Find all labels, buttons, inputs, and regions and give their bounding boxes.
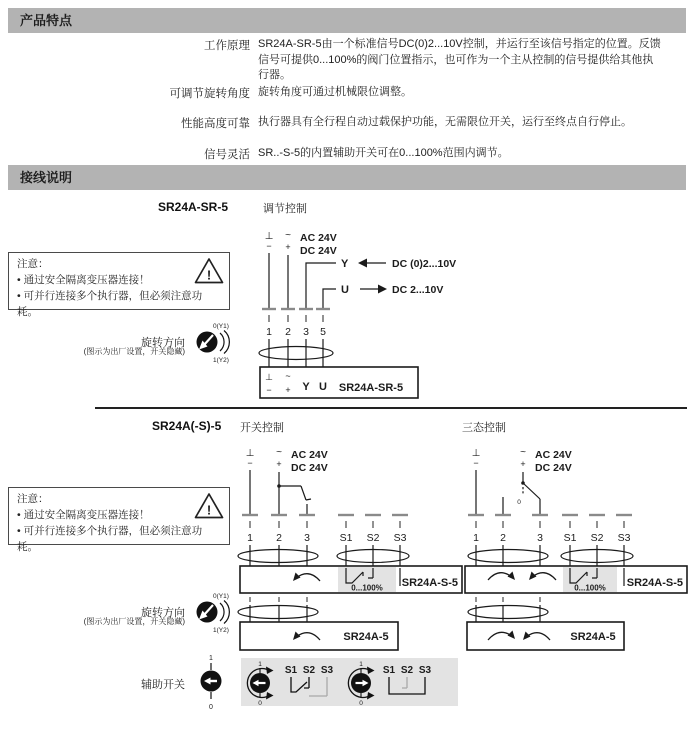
- aux-terminal-label-muted: S3: [320, 665, 334, 676]
- mode-label-onoff: 开关控制: [240, 422, 284, 434]
- feature-text: 执行器具有全行程自动过载保护功能，无需限位开关，运行至终点自行停止。: [258, 116, 632, 128]
- note-title: 注意：: [17, 493, 49, 505]
- wire-node: [277, 484, 281, 488]
- terminal-dashes: [269, 315, 323, 322]
- feature-text: SR24A-SR-5由一个标准信号DC(0)2...10V控制，并运行至该信号指定的位置。反馈信号可提供0...100%的阀门位置指示，也可作为一个主从控制的信号提供给其他执行器。: [258, 38, 661, 81]
- aux-contact-glyph-muted: [309, 677, 327, 696]
- box-model-label: SR24A-SR-5: [338, 382, 404, 394]
- box-model-label: SR24A-5: [570, 631, 616, 643]
- terminal-number: 3: [304, 532, 310, 544]
- model-title-modulating: SR24A-SR-5: [158, 200, 229, 214]
- warning-triangle-icon: [194, 257, 224, 285]
- aux-contact-glyph-muted: [402, 677, 407, 688]
- box-plus-symbol: +: [285, 385, 291, 395]
- rotation-direction-sub: (图示为出厂设置，开关隐藏): [83, 617, 185, 626]
- aux-pos-top: 1: [209, 655, 213, 662]
- diagram-labels: [246, 447, 683, 643]
- gnd-symbol: ⊥: [245, 448, 255, 459]
- note-bullet: • 通过安全隔离变压器连接！: [17, 509, 150, 521]
- neutral-position-label: 0: [517, 499, 521, 506]
- aux-pos-bottom: 0: [258, 700, 262, 707]
- cable-oval: [468, 550, 548, 563]
- aux-switch-detail-panel: [241, 658, 458, 706]
- terminal-number: 2: [285, 326, 291, 338]
- cable-wires-left2: [250, 605, 307, 622]
- svg-text:!: !: [206, 502, 212, 518]
- plus-symbol: +: [520, 459, 526, 469]
- y-signal-label: DC (0)2...10V: [392, 258, 457, 270]
- aux-terminal-label: S2: [302, 665, 316, 676]
- aux-contact-glyph: [291, 677, 309, 692]
- aux-pos-top: 1: [258, 661, 262, 668]
- aux-switch-detail-graphics: [241, 658, 458, 706]
- aux-switch-label: 辅助开关: [141, 679, 185, 691]
- wires: [269, 253, 386, 308]
- box-gnd-symbol: ⊥: [265, 372, 273, 382]
- box-model-label: SR24A-5: [343, 631, 389, 643]
- aux-terminal-label: S1: [563, 532, 577, 544]
- aux-range-label: 0...100%: [351, 583, 383, 593]
- rotation-direction-icon: [196, 590, 238, 634]
- aux-pos-top: 1: [359, 661, 363, 668]
- aux-terminal-label: S3: [393, 532, 407, 544]
- aux-range-label: 0...100%: [574, 583, 606, 593]
- note-bullet: • 可并行连接多个执行器，但必须注意功耗。: [17, 525, 203, 553]
- terminal-dashes-right: [476, 521, 624, 528]
- ac-symbol: ~: [520, 447, 526, 458]
- feature-text: SR..-S-5的内置辅助开关可在0...100%范围内调节。: [258, 147, 509, 159]
- cable-wires-right2: [476, 605, 540, 622]
- cable-wires: [269, 339, 323, 367]
- aux-terminal-label: S1: [382, 665, 396, 676]
- terminal-number: 1: [473, 532, 479, 544]
- box-model-label: SR24A-S-5: [401, 577, 458, 589]
- aux-terminal-label: S1: [339, 532, 353, 544]
- box-y-label: Y: [302, 381, 310, 393]
- minus-symbol: −: [473, 458, 479, 468]
- wires-left: [250, 470, 311, 515]
- onoff-tristate-wiring-diagram: [238, 442, 694, 657]
- feature-label: 性能高度可靠: [181, 118, 250, 130]
- arrow-right-icon: [378, 285, 387, 294]
- aux-pos-bottom: 0: [359, 700, 363, 707]
- box-ac-symbol: ~: [285, 371, 291, 381]
- note-title: 注意：: [17, 258, 49, 270]
- rotation-direction-icon: [196, 320, 238, 364]
- aux-terminal-label: S2: [366, 532, 380, 544]
- plus-symbol: +: [285, 242, 291, 252]
- terminal-number: 1: [266, 326, 272, 338]
- box-minus-symbol: −: [266, 385, 272, 395]
- feature-text: 旋转角度可通过机械限位调整。: [258, 86, 412, 98]
- cable-oval: [259, 347, 333, 360]
- box-u-label: U: [319, 381, 327, 393]
- cable-oval: [468, 606, 548, 619]
- terminal-dashes-left: [250, 521, 400, 528]
- y-label: Y: [341, 258, 349, 270]
- u-signal-label: DC 2...10V: [392, 284, 444, 296]
- terminal-dashes-left2: [250, 597, 307, 602]
- box-model-label: SR24A-S-5: [626, 577, 683, 589]
- feature-label: 信号灵活: [204, 149, 250, 161]
- terminal-number: 2: [500, 532, 506, 544]
- feature-label: 工作原理: [204, 40, 250, 52]
- rotation-direction-label: 旋转方向: [141, 337, 185, 349]
- terminal-dashes-right2: [476, 597, 540, 602]
- ac-symbol: ~: [285, 230, 291, 241]
- ac-symbol: ~: [276, 447, 282, 458]
- note-bullet: • 通过安全隔离变压器连接！: [17, 274, 150, 286]
- u-label: U: [341, 284, 349, 296]
- aux-terminal-label-muted: S2: [400, 665, 414, 676]
- minus-symbol: −: [266, 241, 272, 251]
- feature-label: 可调节旋转角度: [169, 88, 250, 100]
- aux-terminal-label: S3: [418, 665, 432, 676]
- ac-24v-label: AC 24V: [300, 232, 337, 244]
- model-title-lower: SR24A(-S)-5: [152, 419, 222, 433]
- plus-symbol: +: [276, 459, 282, 469]
- rotation-pos-top: 0(Y1): [213, 593, 229, 600]
- wire-node: [521, 481, 525, 485]
- aux-terminal-label: S3: [617, 532, 631, 544]
- warning-triangle-icon: [194, 492, 224, 520]
- mode-label-tristate: 三态控制: [462, 422, 506, 434]
- aux-pos-bottom: 0: [209, 704, 213, 711]
- dc-24v-label: DC 24V: [291, 462, 328, 474]
- wiring-header-bar: 接线说明: [8, 165, 686, 190]
- rotation-direction-sub: (图示为出厂设置，开关隐藏): [83, 347, 185, 356]
- note-bullet: • 可并行连接多个执行器，但必须注意功耗。: [17, 290, 203, 318]
- minus-symbol: −: [247, 458, 253, 468]
- gnd-symbol: ⊥: [471, 448, 481, 459]
- terminal-number: 3: [303, 326, 309, 338]
- ac-24v-label: AC 24V: [535, 449, 572, 461]
- arrow-left-icon: [358, 259, 367, 268]
- rotation-direction-label: 旋转方向: [141, 607, 185, 619]
- terminal-number: 5: [320, 326, 326, 338]
- mode-label-modulating: 调节控制: [263, 203, 307, 215]
- aux-terminal-label: S2: [590, 532, 604, 544]
- dc-24v-label: DC 24V: [300, 245, 337, 257]
- terminal-number: 2: [276, 532, 282, 544]
- gnd-symbol: ⊥: [264, 231, 274, 242]
- dc-24v-label: DC 24V: [535, 462, 572, 474]
- wires-right: [476, 470, 540, 515]
- aux-terminal-label: S1: [284, 665, 298, 676]
- features-header-bar: 产品特点: [8, 8, 686, 33]
- rotation-pos-bottom: 1(Y2): [213, 627, 229, 634]
- terminal-number: 1: [247, 532, 253, 544]
- ac-24v-label: AC 24V: [291, 449, 328, 461]
- rotation-pos-top: 0(Y1): [213, 323, 229, 330]
- terminal-number: 3: [537, 532, 543, 544]
- section-divider: [95, 407, 687, 409]
- modulating-wiring-diagram: [240, 225, 470, 405]
- svg-text:!: !: [206, 267, 212, 283]
- aux-switch-icon: [200, 652, 224, 714]
- rotation-pos-bottom: 1(Y2): [213, 357, 229, 364]
